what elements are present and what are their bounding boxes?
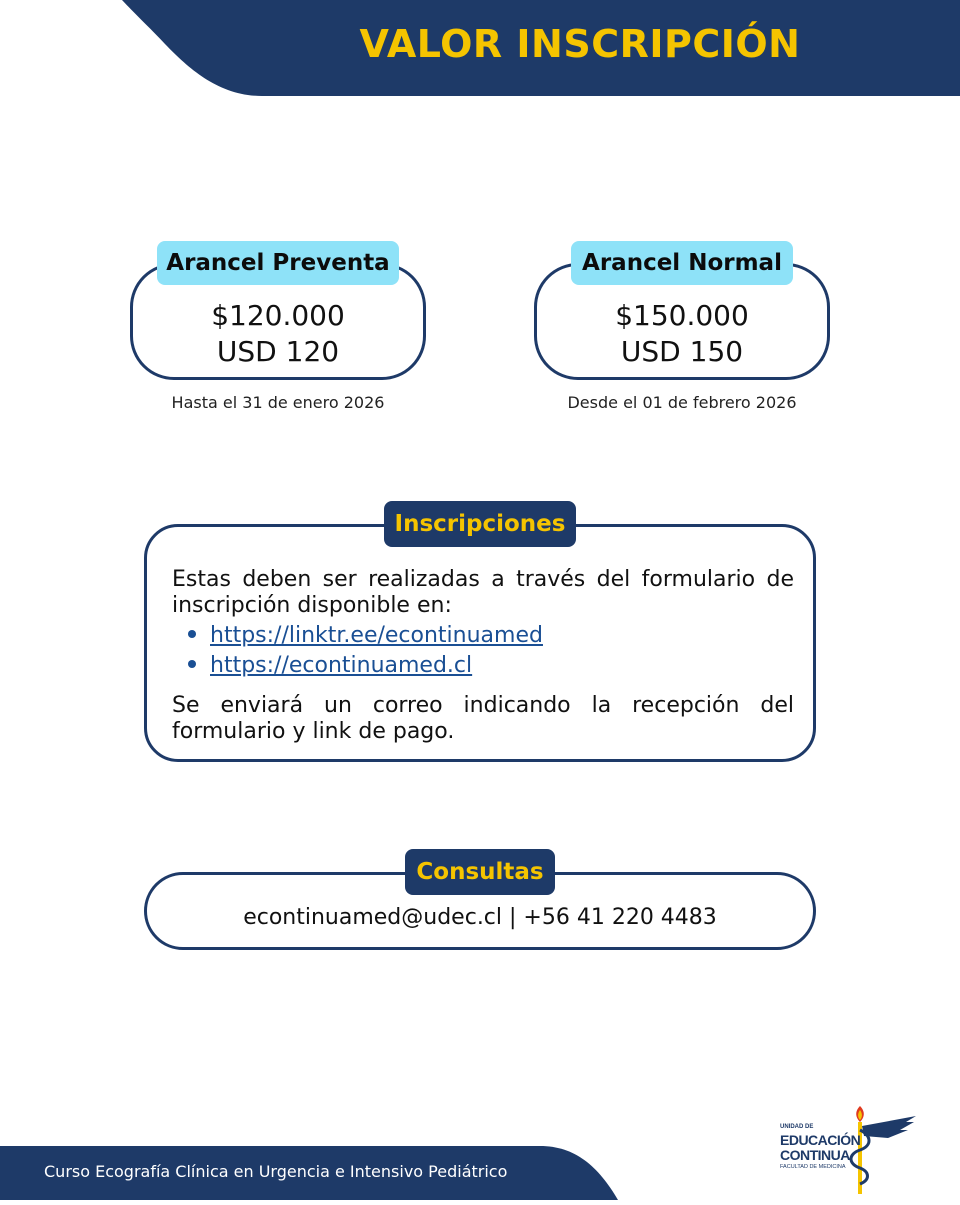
price-usd: USD 150	[620, 335, 744, 368]
consultas-label: Consultas	[405, 849, 555, 895]
inscripciones-card	[144, 524, 816, 762]
logo-line1: UNIDAD DE	[780, 1124, 814, 1130]
inscripciones-outro: Se enviará un correo indicando la recepción del formulario y link de pago.	[172, 693, 794, 744]
price-label-normal: Arancel Normal	[571, 241, 793, 285]
price-note-normal: Desde el 01 de febrero 2026	[567, 393, 797, 412]
page-title: VALOR INSCRIPCIÓN	[359, 22, 801, 66]
inscripciones-intro: Estas deben ser realizadas a través del formulario de inscripción disponible en:	[172, 567, 794, 618]
linktree-link[interactable]: https://linktr.ee/econtinuamed	[210, 623, 543, 648]
price-clp: $150.000	[615, 299, 749, 332]
price-note-preventa: Hasta el 31 de enero 2026	[171, 393, 385, 412]
logo-line2: EDUCACIÓN	[780, 1132, 861, 1148]
price-label-preventa: Arancel Preventa	[157, 241, 399, 285]
bullet-icon	[188, 630, 196, 638]
link-item	[188, 651, 794, 681]
inscripciones-label: Inscripciones	[384, 501, 576, 547]
logo-line4: FACULTAD DE MEDICINA	[780, 1164, 846, 1170]
logo	[780, 1100, 920, 1196]
logo-line3: CONTINUA	[780, 1147, 850, 1163]
contact-info: econtinuamed@udec.cl | +56 41 220 4483	[243, 905, 717, 930]
price-clp: $120.000	[211, 299, 345, 332]
link-item	[188, 621, 794, 651]
price-usd: USD 120	[216, 335, 340, 368]
website-link[interactable]: https://econtinuamed.cl	[210, 653, 473, 678]
course-name: Curso Ecografía Clínica en Urgencia e Intensivo Pediátrico	[44, 1162, 508, 1181]
bullet-icon	[188, 660, 196, 668]
